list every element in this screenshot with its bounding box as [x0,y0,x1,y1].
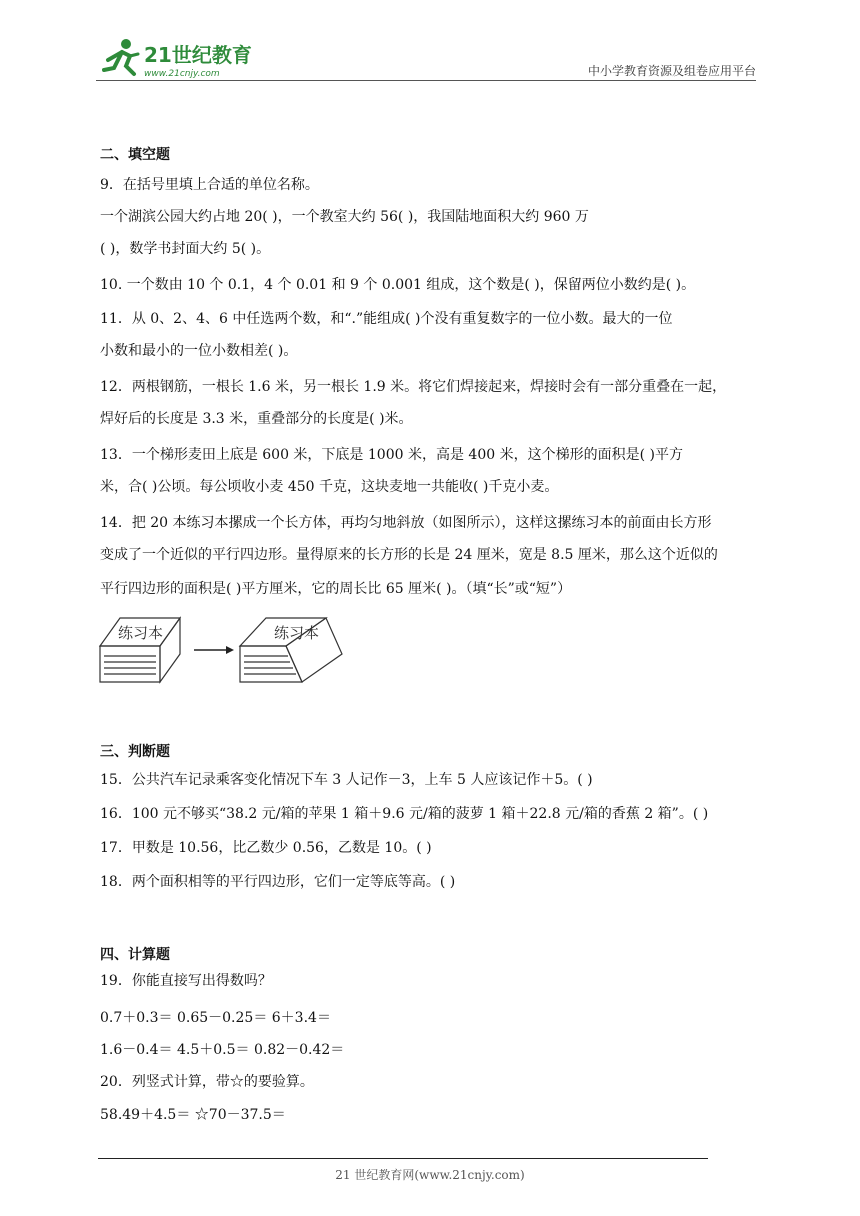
text-line: 13．一个梯形麦田上底是 600 米，下底是 1000 米，高是 400 米，这个梯形的面积是( )平方 [100,447,683,463]
text-line: 11．从 0、2、4、6 中任选两个数，和“.”能组成( )个没有重复数字的一位小数。最大的一位 [100,311,673,327]
text-line: 17．甲数是 10.56，比乙数少 0.56，乙数是 10。( ) [100,840,432,856]
text-line: 米，合( )公顷。每公顷收小麦 450 千克，这块麦地一共能收( )千克小麦。 [100,479,559,495]
figure-label-left: 练习本 [118,624,164,642]
logo-text: 21世纪教育 [144,43,252,67]
text-line: 1.6－0.4＝ 4.5＋0.5＝ 0.82－0.42＝ [100,1042,345,1058]
text-line: ( )，数学书封面大约 5( )。 [100,241,271,257]
text-line: 焊好后的长度是 3.3 米，重叠部分的长度是( )米。 [100,411,413,427]
section-heading: 四、计算题 [100,947,170,963]
runner-icon [104,39,138,74]
logo-url: www.21cnjy.com [144,69,220,79]
text-line: 15．公共汽车记录乘客变化情况下车 3 人记作－3，上车 5 人应该记作＋5。( ) [100,772,593,788]
arrow-right-icon [194,646,234,654]
site-logo [96,34,256,80]
text-line: 0.7＋0.3＝ 0.65－0.25＝ 6＋3.4＝ [100,1010,331,1026]
text-line: 平行四边形的面积是( )平方厘米，它的周长比 65 厘米( )。（填“长”或“短”） [100,581,572,597]
text-line: 小数和最小的一位小数相差( )。 [100,343,298,359]
text-line: 20．列竖式计算，带☆的要验算。 [100,1074,314,1090]
footer-divider [98,1158,708,1159]
text-line: 12．两根钢筋，一根长 1.6 米，另一根长 1.9 米。将它们焊接起来，焊接时会有一部分重叠在一起， [100,379,727,395]
header-divider [96,80,756,81]
footer-text: 21 世纪教育网(www.21cnjy.com) [335,1168,525,1182]
text-line: 16．100 元不够买“38.2 元/箱的苹果 1 箱＋9.6 元/箱的菠萝 1 箱＋22.8 元/箱的香蕉 2 箱”。( ) [100,806,709,822]
text-line: 一个湖滨公园大约占地 20( )，一个教室大约 56( )，我国陆地面积大约 960 万 [100,209,589,225]
figure-label-right: 练习本 [274,624,320,642]
section-heading: 三、判断题 [100,744,170,760]
text-line: 9．在括号里填上合适的单位名称。 [100,177,319,193]
text-line: 19．你能直接写出得数吗？ [100,973,272,989]
text-line: 18．两个面积相等的平行四边形，它们一定等底等高。( ) [100,874,456,890]
notebook-stack-figure [98,612,358,684]
text-line: 14．把 20 本练习本摞成一个长方体，再均匀地斜放（如图所示），这样这摞练习本的前面由长方形 [100,515,712,531]
platform-name: 中小学教育资源及组卷应用平台 [587,64,756,78]
text-line: 10. 一个数由 10 个 0.1，4 个 0.01 和 9 个 0.001 组成，这个数是( )，保留两位小数约是( )。 [100,277,696,293]
text-line: 58.49＋4.5＝ ☆70－37.5＝ [100,1107,286,1123]
text-line: 变成了一个近似的平行四边形。量得原来的长方形的长是 24 厘米，宽是 8.5 厘米，那么这个近似的 [100,547,718,563]
section-heading: 二、填空题 [100,147,170,163]
